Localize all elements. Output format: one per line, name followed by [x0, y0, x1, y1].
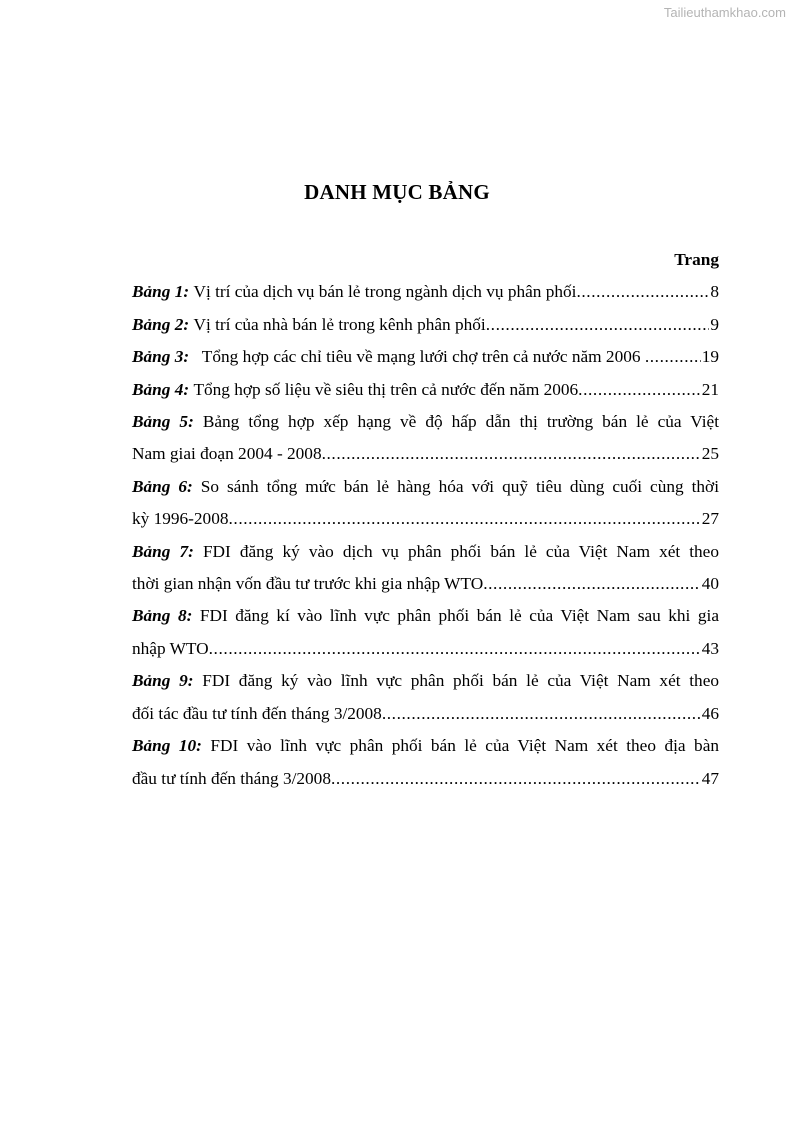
toc-entry[interactable]	[132, 309, 719, 341]
dot-leader	[645, 341, 701, 373]
dot-leader	[209, 633, 701, 665]
entry-label: Bảng 10:	[132, 736, 202, 756]
entry-text-continued: Nam giai đoạn 2004 - 2008	[132, 444, 322, 464]
entry-page: 8	[710, 282, 719, 302]
entry-label: Bảng 8:	[132, 606, 193, 626]
entry-text: So sánh tổng mức bán lẻ hàng hóa với quỹ tiêu dùng cuối cùng thời	[200, 476, 719, 496]
entry-page: 19	[701, 347, 719, 367]
entry-page: 9	[710, 314, 719, 334]
entry-label: Bảng 2:	[132, 314, 190, 334]
entry-page: 43	[701, 638, 719, 658]
toc-entry[interactable]	[132, 536, 719, 601]
dot-leader	[576, 276, 709, 308]
entry-label: Bảng 4:	[132, 379, 190, 399]
entry-text-continued: thời gian nhận vốn đầu tư trước khi gia nhập WTO	[132, 574, 484, 594]
entry-text: Vị trí của nhà bán lẻ trong kênh phân phối	[193, 314, 486, 334]
entry-text-continued: kỳ 1996-2008	[132, 509, 229, 529]
table-of-contents	[132, 244, 719, 795]
toc-entry[interactable]	[132, 276, 719, 308]
toc-entry[interactable]	[132, 730, 719, 795]
dot-leader	[578, 374, 701, 406]
watermark: Tailieuthamkhao.com	[663, 5, 786, 20]
entry-page: 27	[701, 509, 719, 529]
entry-text-continued: nhập WTO	[132, 638, 209, 658]
page-title: DANH MỤC BẢNG	[304, 180, 490, 204]
toc-entry[interactable]	[132, 406, 719, 471]
entry-text: FDI đăng kí vào lĩnh vực phân phối bán lẻ của Việt Nam sau khi gia	[199, 606, 719, 626]
entry-label: Bảng 1:	[132, 282, 190, 302]
entry-label: Bảng 9:	[132, 671, 194, 691]
dot-leader	[331, 763, 701, 795]
toc-entry[interactable]	[132, 341, 719, 373]
entry-text: Tổng hợp số liệu về siêu thị trên cả nước đến năm 2006	[193, 379, 579, 399]
toc-entry[interactable]	[132, 600, 719, 665]
dot-leader	[228, 503, 700, 535]
entry-text-continued: đầu tư tính đến tháng 3/2008	[132, 768, 331, 788]
entry-page: 40	[701, 574, 719, 594]
entry-label: Bảng 7:	[132, 541, 194, 561]
entry-text: FDI vào lĩnh vực phân phối bán lẻ của Việt Nam xét theo địa bàn	[210, 736, 719, 756]
page-column-header: Trang	[674, 250, 719, 269]
entry-page: 46	[701, 703, 719, 723]
entry-text: Tổng hợp các chỉ tiêu về mạng lưới chợ trên cả nước năm 2006	[193, 347, 645, 367]
dot-leader	[382, 698, 701, 730]
toc-entry[interactable]	[132, 374, 719, 406]
toc-entry[interactable]	[132, 471, 719, 536]
toc-entry[interactable]	[132, 665, 719, 730]
entry-text: FDI đăng ký vào lĩnh vực phân phối bán lẻ của Việt Nam xét theo	[202, 671, 719, 691]
entry-label: Bảng 3:	[132, 347, 190, 367]
entry-text: Bảng tổng hợp xếp hạng về độ hấp dẫn thị trường bán lẻ của Việt	[202, 412, 719, 432]
entry-text: FDI đăng ký vào dịch vụ phân phối bán lẻ của Việt Nam xét theo	[202, 541, 719, 561]
entry-page: 47	[701, 768, 719, 788]
entry-text-continued: đối tác đầu tư tính đến tháng 3/2008	[132, 703, 382, 723]
dot-leader	[483, 568, 701, 600]
entry-text: Vị trí của dịch vụ bán lẻ trong ngành dịch vụ phân phối	[193, 282, 577, 302]
entry-label: Bảng 5:	[132, 412, 194, 432]
dot-leader	[486, 309, 710, 341]
entry-label: Bảng 6:	[132, 476, 193, 496]
dot-leader	[322, 438, 701, 470]
entry-page: 21	[701, 379, 719, 399]
entry-page: 25	[701, 444, 719, 464]
